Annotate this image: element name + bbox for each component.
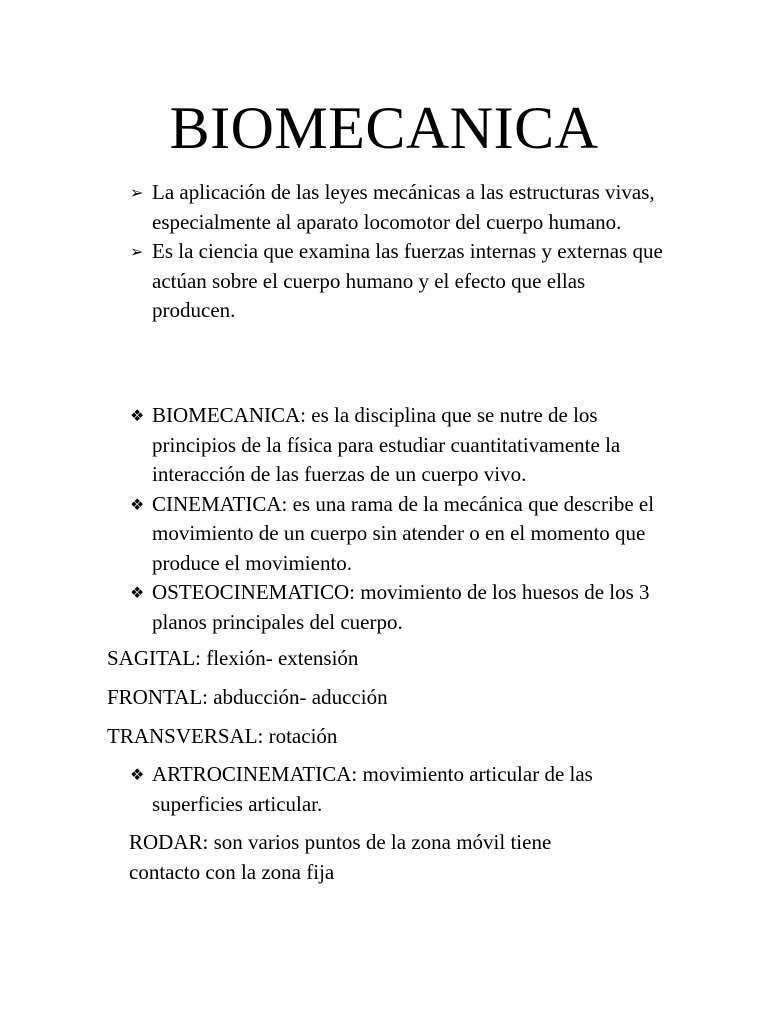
arrow-bullet-icon: ➢ [130,183,144,202]
plane-sagital: SAGITAL: flexión- extensión [107,646,359,670]
list-item [130,237,670,326]
list-item [130,760,670,819]
list-item-text: BIOMECANICA: es la disciplina que se nutre de los principios de la física para estudiar cuantitativamente la interacción de las fuerzas de un cuerpo vivo. [152,403,621,486]
list-item [130,401,670,490]
list-item-text: CINEMATICA: es una rama de la mecánica que describe el movimiento de un cuerpo sin atender o en el momento que produce el movimiento. [152,491,655,575]
list-item-text: Es la ciencia que examina las fuerzas internas y externas que actúan sobre el cuerpo humano y el efecto que ellas producen. [152,239,663,322]
diamond-bullet-icon: ❖ [130,494,145,514]
rodar-paragraph: RODAR: son varios puntos de la zona móvil tiene contacto con la zona fija [129,830,552,884]
diamond-bullet-icon: ❖ [130,583,145,602]
list-item-text: ARTROCINEMATICA: movimiento articular de las superficies articular. [152,762,593,816]
list-item-text: La aplicación de las leyes mecánicas a las estructuras vivas, especialmente al aparato locomotor del cuerpo humano. [152,180,655,234]
list-item-text: OSTEOCINEMATICO: movimiento de los huesos de los 3 planos principales del cuerpo. [152,580,650,634]
definition-list [130,178,670,326]
plane-frontal: FRONTAL: abducción- aducción [107,685,388,709]
list-item [130,578,670,637]
page-title: BIOMECANICA [169,95,599,161]
list-item [130,178,670,237]
diamond-bullet-icon: ❖ [130,765,145,784]
list-item [130,490,670,579]
artrocinematica-list [130,760,670,819]
plane-transversal: TRANSVERSAL: rotación [107,724,338,748]
arrow-bullet-icon: ➢ [130,242,144,261]
diamond-bullet-icon: ❖ [130,406,145,425]
concept-list [130,401,670,637]
